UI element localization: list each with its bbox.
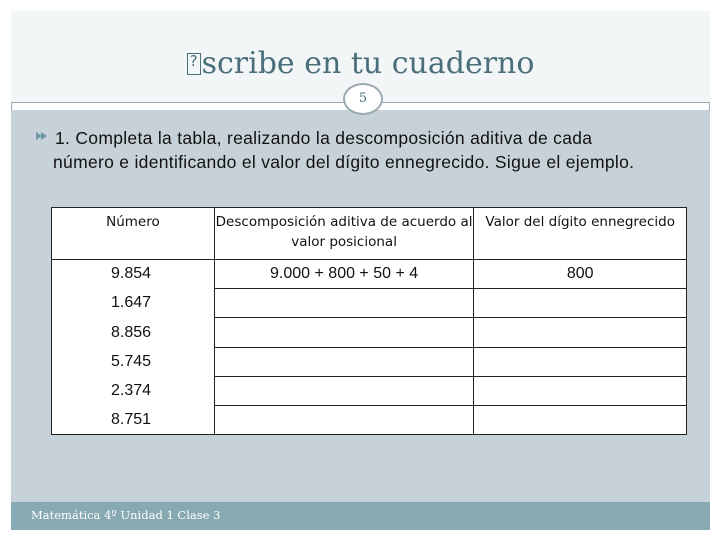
table-row bbox=[52, 318, 687, 347]
page-number-badge: 5 bbox=[343, 83, 383, 115]
cell-descomposicion[interactable] bbox=[214, 289, 474, 318]
slide-title-text: scribe en tu cuaderno bbox=[201, 46, 535, 81]
cell-valor[interactable]: 800 bbox=[474, 260, 687, 289]
cell-valor[interactable] bbox=[474, 347, 687, 376]
table-header-row bbox=[52, 208, 687, 260]
cell-descomposicion[interactable]: 9.000 + 800 + 50 + 4 bbox=[214, 260, 474, 289]
cell-numero: 2.374 bbox=[52, 376, 215, 405]
missing-glyph-icon bbox=[187, 53, 201, 75]
cell-numero: 8.751 bbox=[52, 405, 215, 434]
header-descomposicion: Descomposición aditiva de acuerdo al valor posicional bbox=[214, 208, 474, 260]
cell-descomposicion[interactable] bbox=[214, 405, 474, 434]
cell-descomposicion[interactable] bbox=[214, 376, 474, 405]
table-row bbox=[52, 260, 687, 289]
header-numero: Número bbox=[52, 208, 215, 260]
table-row bbox=[52, 289, 687, 318]
instruction-line-1: 1. Completa la tabla, realizando la descomposición aditiva de cada bbox=[55, 128, 593, 148]
instruction-line-2: número e identificando el valor del dígito ennegrecido. Sigue el ejemplo. bbox=[53, 152, 635, 172]
table-row bbox=[52, 376, 687, 405]
bullet-arrow-icon bbox=[35, 130, 49, 142]
footer-text: Matemática 4º Unidad 1 Clase 3 bbox=[31, 508, 221, 522]
table-row bbox=[52, 405, 687, 434]
header-valor: Valor del dígito ennegrecido bbox=[474, 208, 687, 260]
slide-title bbox=[11, 46, 710, 81]
instruction-text bbox=[53, 126, 690, 172]
cell-valor[interactable] bbox=[474, 318, 687, 347]
cell-descomposicion[interactable] bbox=[214, 347, 474, 376]
cell-valor[interactable] bbox=[474, 289, 687, 318]
cell-numero: 1.647 bbox=[52, 289, 215, 318]
cell-numero: 9.854 bbox=[52, 260, 215, 289]
cell-valor[interactable] bbox=[474, 376, 687, 405]
cell-numero: 5.745 bbox=[52, 347, 215, 376]
cell-descomposicion[interactable] bbox=[214, 318, 474, 347]
cell-valor[interactable] bbox=[474, 405, 687, 434]
cell-numero: 8.856 bbox=[52, 318, 215, 347]
decomposition-table bbox=[51, 207, 687, 435]
table-row bbox=[52, 347, 687, 376]
